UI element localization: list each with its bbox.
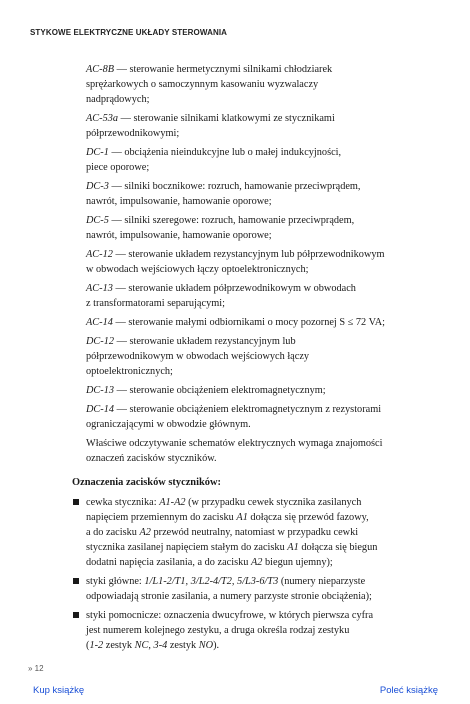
- definition-item: [86, 334, 438, 379]
- definition-item: [86, 315, 438, 330]
- definition-text-line: z transformatorami separującymi;: [86, 298, 225, 309]
- bullet-text: cewka stycznika:: [86, 497, 160, 508]
- bullet-text: ,: [148, 640, 154, 651]
- definition-text-line: półprzewodnikowym w obwodach wejściowych łączy: [86, 351, 310, 362]
- definition-item: [86, 145, 438, 175]
- bullet-text: (numery nieparzyste: [278, 576, 366, 587]
- terminal-designation: A1: [236, 512, 248, 523]
- definition-text-line: w obwodach wejściowych łączy optoelektronicznych;: [86, 264, 309, 275]
- bullet-text: (w przypadku cewek stycznika zasilanych: [185, 497, 362, 508]
- terminal-designation: 3-4: [153, 640, 168, 651]
- page-number: » 12: [28, 664, 44, 673]
- definition-item: [86, 247, 438, 277]
- definition-text: — sterowanie układem rezystancyjnym lub półprzewodnikowym: [112, 249, 385, 260]
- definition-text: — sterowanie obciążeniem elektromagnetycznym z rezystorami: [114, 404, 382, 415]
- bullet-text: dołącza się biegun: [298, 542, 378, 553]
- bullet-text: (: [86, 640, 90, 651]
- square-bullet-icon: [73, 578, 79, 584]
- closing-line: Właściwe odczytywanie schematów elektrycznych wymaga znajomości: [86, 438, 383, 449]
- definition-item: [86, 179, 438, 209]
- running-head: STYKOWE ELEKTRYCZNE UKŁADY STEROWANIA: [30, 28, 228, 37]
- definition-item: [86, 281, 438, 311]
- definition-text-line: ograniczającymi w obwodzie głównym.: [86, 419, 251, 430]
- definition-text-line: sprężarkowych o samoczynnym kasowaniu wyzwalaczy: [86, 79, 319, 90]
- definition-text-line: półprzewodnikowymi;: [86, 128, 180, 139]
- bullet-text: przewód neutralny, natomiast w przypadku cewki: [150, 527, 359, 538]
- bullet-item: [72, 574, 444, 604]
- utilization-category-code: DC-14: [86, 404, 115, 415]
- bullet-text: styki główne:: [86, 576, 145, 587]
- utilization-category-code: AC-12: [86, 249, 113, 260]
- bullet-text: odpowiadają stronie zasilania, a numery parzyste stronie obciążenia);: [86, 591, 372, 602]
- definition-item: [86, 62, 438, 107]
- bullet-list: [72, 495, 444, 657]
- section-title: Oznaczenia zacisków styczników:: [72, 477, 221, 488]
- definition-text-line: nawrót, impulsowanie, hamowanie oporowe;: [86, 230, 272, 241]
- terminal-designation: A2: [139, 527, 151, 538]
- definition-item: [86, 111, 438, 141]
- definition-item: [86, 213, 438, 243]
- bullet-text: dodatni napięcia zasilania, a do zacisku: [86, 557, 251, 568]
- utilization-category-code: DC-12: [86, 336, 115, 347]
- terminal-designation: 1-2: [89, 640, 104, 651]
- utilization-category-code: AC-13: [86, 283, 113, 294]
- bullet-item: [72, 495, 444, 570]
- definition-item: [86, 383, 438, 398]
- definition-text: — sterowanie silnikami klatkowymi ze stycznikami: [118, 113, 335, 124]
- buy-book-link[interactable]: Kup książkę: [33, 685, 85, 696]
- definition-text-line: optoelektronicznych;: [86, 366, 173, 377]
- definition-text: — sterowanie hermetycznymi silnikami chłodziarek: [114, 64, 333, 75]
- utilization-category-code: AC-14: [86, 317, 113, 328]
- utilization-category-code: AC-8B: [86, 64, 115, 75]
- bullet-item: [72, 608, 444, 653]
- definition-text: — sterowanie układem rezystancyjnym lub: [114, 336, 296, 347]
- closing-paragraph: [86, 436, 438, 466]
- bullet-text: zestyk: [167, 640, 199, 651]
- definition-text-line: piece oporowe;: [86, 162, 150, 173]
- bullet-text: styki pomocnicze: oznaczenia dwucyfrowe, w których pierwsza cyfra: [86, 610, 374, 621]
- definition-item: [86, 402, 438, 432]
- utilization-category-code: AC-53a: [86, 113, 119, 124]
- square-bullet-icon: [73, 612, 79, 618]
- bullet-text: biegun ujemny);: [262, 557, 333, 568]
- bullet-text: ).: [213, 640, 220, 651]
- definition-text: — sterowanie małymi odbiornikami o mocy pozornej S ≤ 72 VA;: [112, 317, 385, 328]
- definition-text: — sterowanie układem półprzewodnikowym w obwodach: [112, 283, 356, 294]
- definition-text: — sterowanie obciążeniem elektromagnetycznym;: [114, 385, 326, 396]
- definition-text: — silniki bocznikowe: rozruch, hamowanie przeciwprądem,: [108, 181, 361, 192]
- recommend-book-link[interactable]: Poleć książkę: [379, 685, 438, 696]
- square-bullet-icon: [73, 499, 79, 505]
- bullet-text: stycznika zasilanej napięciem stałym do zacisku: [86, 542, 288, 553]
- bullet-text: a do zacisku: [86, 527, 140, 538]
- bullet-text: dołącza się przewód fazowy,: [247, 512, 369, 523]
- bullet-text: zestyk: [103, 640, 135, 651]
- terminal-designation: A1-A2: [159, 497, 186, 508]
- bullet-text: napięciem przemiennym do zacisku: [86, 512, 237, 523]
- terminal-designation: NO: [198, 640, 214, 651]
- utilization-category-code: DC-5: [86, 215, 109, 226]
- definitions-list: [86, 62, 438, 466]
- terminal-designation: A1: [287, 542, 299, 553]
- utilization-category-code: DC-13: [86, 385, 115, 396]
- definition-text: — obciążenia nieindukcyjne lub o małej indukcyjności,: [108, 147, 342, 158]
- utilization-category-code: DC-1: [86, 147, 109, 158]
- terminal-designation: A2: [250, 557, 263, 568]
- definition-text-line: nawrót, impulsowanie, hamowanie oporowe;: [86, 196, 272, 207]
- bullet-text: jest numerem kolejnego zestyku, a druga określa rodzaj zestyku: [86, 625, 350, 636]
- definition-text: — silniki szeregowe: rozruch, hamowanie przeciwprądem,: [108, 215, 355, 226]
- definition-text-line: nadprądowych;: [86, 94, 150, 105]
- terminal-designation: 1/L1-2/T1, 3/L2-4/T2, 5/L3-6/T3: [144, 576, 279, 587]
- closing-line: oznaczeń zacisków styczników.: [86, 453, 217, 464]
- utilization-category-code: DC-3: [86, 181, 109, 192]
- terminal-designation: NC: [134, 640, 149, 651]
